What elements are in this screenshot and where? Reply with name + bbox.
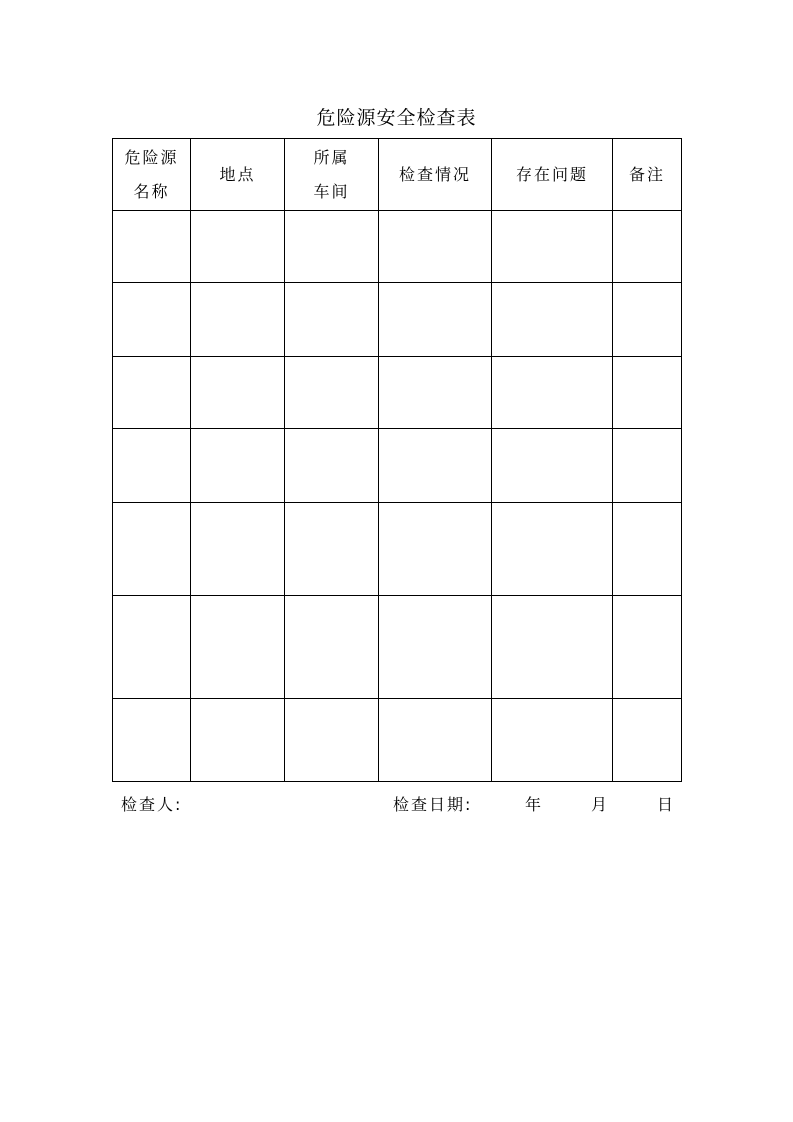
table-cell[interactable] (613, 699, 682, 782)
table-cell[interactable] (113, 283, 191, 357)
table-cell[interactable] (379, 357, 492, 429)
header-line: 备注 (628, 164, 665, 184)
table-cell[interactable] (285, 283, 379, 357)
table-cell[interactable] (492, 699, 613, 782)
table-cell[interactable] (285, 596, 379, 699)
header-location (191, 139, 285, 211)
header-line: 地点 (219, 164, 256, 184)
form-title: 危险源安全检查表 (316, 107, 477, 129)
table-cell[interactable] (492, 596, 613, 699)
header-remarks (613, 139, 682, 211)
table-cell[interactable] (492, 283, 613, 357)
inspection-table (112, 138, 682, 782)
table-cell[interactable] (113, 503, 191, 596)
table-cell[interactable] (285, 357, 379, 429)
table-cell[interactable] (191, 596, 285, 699)
header-hazard-name (113, 139, 191, 211)
table-cell[interactable] (113, 429, 191, 503)
header-line: 存在问题 (515, 164, 588, 184)
header-line: 名称 (133, 181, 170, 201)
table-cell[interactable] (285, 429, 379, 503)
table-header-row (113, 139, 682, 211)
header-existing-problems (492, 139, 613, 211)
header-workshop (285, 139, 379, 211)
header-line: 检查情况 (398, 164, 471, 184)
table-cell[interactable] (113, 211, 191, 283)
table-cell[interactable] (613, 211, 682, 283)
table-cell[interactable] (492, 429, 613, 503)
header-line: 车间 (313, 181, 350, 201)
table-cell[interactable] (613, 357, 682, 429)
header-line: 所属 (313, 147, 350, 167)
table-cell[interactable] (379, 699, 492, 782)
table-cell[interactable] (613, 429, 682, 503)
table-cell[interactable] (379, 429, 492, 503)
inspection-date-label: 检查日期: (393, 795, 473, 814)
table-row (113, 429, 682, 503)
table-cell[interactable] (613, 283, 682, 357)
table-cell[interactable] (191, 211, 285, 283)
table-cell[interactable] (113, 699, 191, 782)
table-cell[interactable] (113, 357, 191, 429)
table-cell[interactable] (379, 596, 492, 699)
table-cell[interactable] (191, 699, 285, 782)
table-cell[interactable] (492, 211, 613, 283)
table-row (113, 596, 682, 699)
table-row (113, 283, 682, 357)
table-cell[interactable] (613, 596, 682, 699)
table-cell[interactable] (379, 283, 492, 357)
header-inspection-status (379, 139, 492, 211)
table-row (113, 357, 682, 429)
table-cell[interactable] (285, 699, 379, 782)
table-cell[interactable] (379, 211, 492, 283)
table-cell[interactable] (191, 357, 285, 429)
table-cell[interactable] (285, 211, 379, 283)
table-row (113, 211, 682, 283)
table-cell[interactable] (613, 503, 682, 596)
table-row (113, 699, 682, 782)
table-cell[interactable] (191, 429, 285, 503)
month-label: 月 (591, 795, 610, 814)
table-row (113, 503, 682, 596)
table-cell[interactable] (191, 283, 285, 357)
inspector-label: 检查人: (121, 795, 183, 814)
day-label: 日 (657, 795, 676, 814)
table-cell[interactable] (492, 357, 613, 429)
table-cell[interactable] (191, 503, 285, 596)
table-cell[interactable] (113, 596, 191, 699)
year-label: 年 (525, 795, 544, 814)
table-cell[interactable] (492, 503, 613, 596)
header-line: 危险源 (124, 147, 179, 167)
table-cell[interactable] (379, 503, 492, 596)
table-cell[interactable] (285, 503, 379, 596)
